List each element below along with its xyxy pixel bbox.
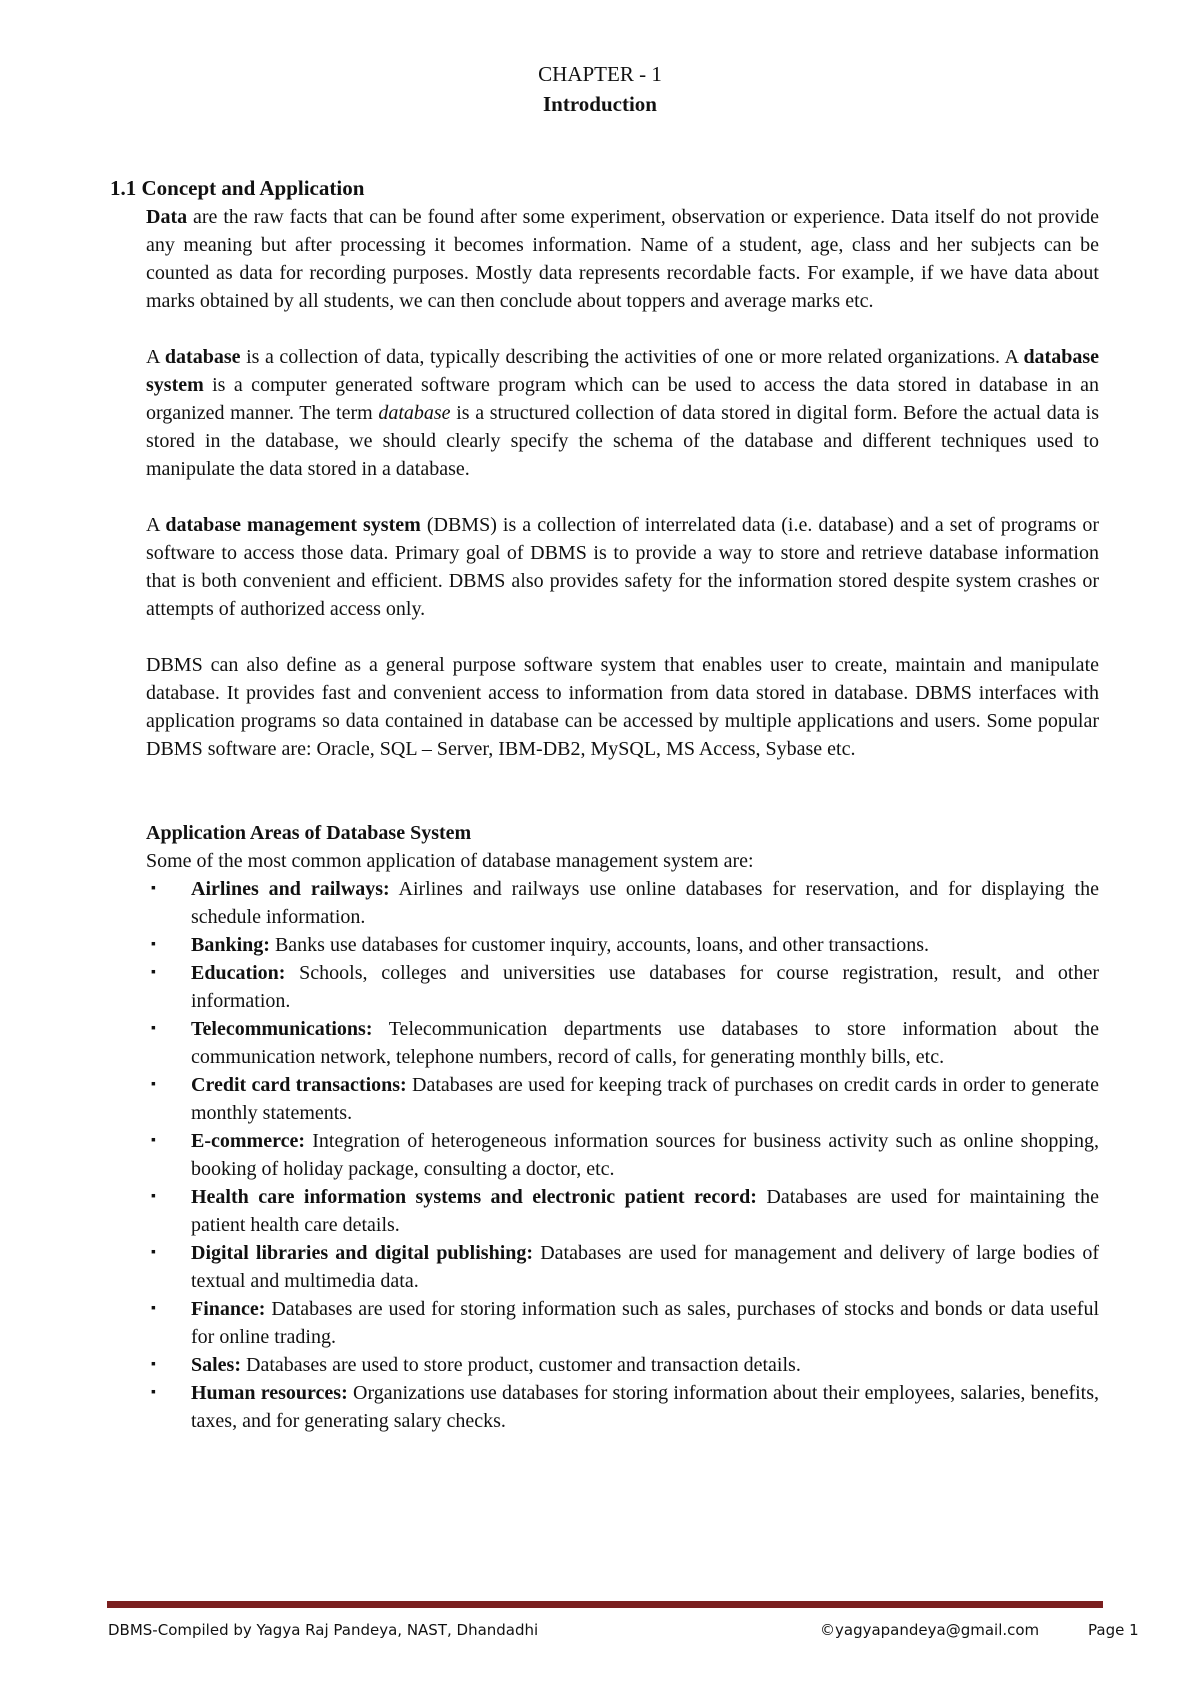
applications-intro: Some of the most common application of database management system are: <box>146 850 754 872</box>
spacer <box>146 791 1099 819</box>
list-item-text: Integration of heterogeneous information sources for business activity such as online shopping, booking of holiday package, consulting a doctor, etc. <box>191 1130 1099 1180</box>
list-item-term: Digital libraries and digital publishing: <box>191 1242 534 1264</box>
paragraph-database: A database is a collection of data, typically describing the activities of one or more related organizations. A database system is a computer generated software program which can be used to access the data stored in database in an organized manner. The term database is a structured collection of data stored in digital form. Before the actual data is stored in the database, we should clearly specify the schema of the database and different techniques used to manipulate the data stored in a database. <box>146 346 1100 480</box>
chapter-title: Introduction <box>543 92 657 116</box>
list-item <box>136 1127 1099 1183</box>
list-item <box>136 1183 1099 1239</box>
bullet-icon: ▪ <box>151 1245 156 1260</box>
list-item <box>136 1071 1099 1127</box>
list-item-term: Health care information systems and electronic patient record: <box>191 1186 757 1208</box>
list-item-text: Databases are used for maintaining the patient health care details. <box>191 1186 1099 1236</box>
list-item-term: Human resources: <box>191 1382 348 1404</box>
footer-rule <box>107 1601 1103 1608</box>
bullet-icon: ▪ <box>151 1077 156 1092</box>
bullet-icon: ▪ <box>151 1189 156 1204</box>
list-item-text: Schools, colleges and universities use databases for course registration, result, and other information. <box>191 962 1099 1012</box>
list-item-text: Telecommunication departments use databases to store information about the communication network, telephone numbers, record of calls, for generating monthly bills, etc. <box>191 1018 1099 1068</box>
list-item <box>136 1015 1099 1071</box>
bullet-icon: ▪ <box>151 1021 156 1036</box>
document-body <box>146 203 1099 1435</box>
term-database: database <box>164 346 241 368</box>
list-item-term: Telecommunications: <box>191 1018 373 1040</box>
bullet-icon: ▪ <box>151 1301 156 1316</box>
list-item <box>136 1351 1099 1379</box>
chapter-number: CHAPTER - 1 <box>538 62 662 86</box>
bullet-icon: ▪ <box>151 881 156 896</box>
list-item <box>136 931 1099 959</box>
bullet-icon: ▪ <box>151 965 156 980</box>
bullet-icon: ▪ <box>151 1133 156 1148</box>
term-database-system: database system <box>146 346 1100 396</box>
bullet-icon: ▪ <box>151 937 156 952</box>
list-item <box>136 959 1099 1015</box>
applications-list <box>146 875 1099 1435</box>
footer-page-number: Page 1 <box>1088 1621 1139 1639</box>
term-database-italic: database <box>378 402 451 424</box>
bullet-icon: ▪ <box>151 1357 156 1372</box>
list-item-term: Airlines and railways: <box>191 878 390 900</box>
list-item-text: Databases are used to store product, customer and transaction details. <box>241 1354 801 1376</box>
list-item-term: Education: <box>191 962 286 984</box>
paragraph-dbms-definition: DBMS can also define as a general purpose software system that enables user to create, maintain and manipulate database. It provides fast and convenient access to information from data stored in database. DBMS interfaces with application programs so data contained in database can be accessed by multiple applications and users. Some popular DBMS software are: Oracle, SQL – Server, IBM-DB2, MySQL, MS Access, Sybase etc. <box>146 654 1099 760</box>
footer-author: DBMS-Compiled by Yagya Raj Pandeya, NAST, Dhandadhi <box>108 1621 539 1639</box>
list-item-text: Databases are used for management and delivery of large bodies of textual and multimedia data. <box>191 1242 1099 1292</box>
list-item <box>136 1295 1099 1351</box>
bullet-icon: ▪ <box>151 1385 156 1400</box>
section-heading: 1.1 Concept and Application <box>110 176 365 200</box>
list-item-term: Credit card transactions: <box>191 1074 407 1096</box>
list-item-term: Sales: <box>191 1354 241 1376</box>
list-item <box>136 1239 1099 1295</box>
applications-heading: Application Areas of Database System <box>146 822 472 844</box>
paragraph-data: Data are the raw facts that can be found after some experiment, observation or experience. Data itself do not provide any meaning but after processing it becomes information. Name of a student, age, class and her subjects can be counted as data for recording purposes. Mostly data represents recordable facts. For example, if we have data about marks obtained by all students, we can then conclude about toppers and average marks etc. <box>146 206 1099 312</box>
list-item-text: Banks use databases for customer inquiry, accounts, loans, and other transactions. <box>269 934 930 956</box>
list-item-text: Databases are used for keeping track of purchases on credit cards in order to generate monthly statements. <box>191 1074 1100 1124</box>
footer-email: ©yagyapandeya@gmail.com <box>820 1621 1040 1639</box>
list-item-text: Organizations use databases for storing information about their employees, salaries, benefits, taxes, and for generating salary checks. <box>191 1382 1099 1432</box>
list-item-term: Banking: <box>191 934 270 956</box>
list-item <box>136 875 1099 931</box>
list-item-text: Databases are used for storing information such as sales, purchases of stocks and bonds or data useful for online trading. <box>191 1298 1099 1348</box>
list-item-text: Airlines and railways use online databases for reservation, and for displaying the schedule information. <box>191 878 1099 928</box>
term-dbms: database management system <box>165 514 421 536</box>
list-item-term: Finance: <box>191 1298 266 1320</box>
term-data: Data <box>146 206 188 228</box>
list-item <box>136 1379 1099 1435</box>
paragraph-dbms: A database management system (DBMS) is a collection of interrelated data (i.e. database) and a set of programs or software to access those data. Primary goal of DBMS is to provide a way to store and retrieve database information that is both convenient and efficient. DBMS also provides safety for the information stored despite system crashes or attempts of authorized access only. <box>146 514 1099 620</box>
list-item-term: E-commerce: <box>191 1130 306 1152</box>
